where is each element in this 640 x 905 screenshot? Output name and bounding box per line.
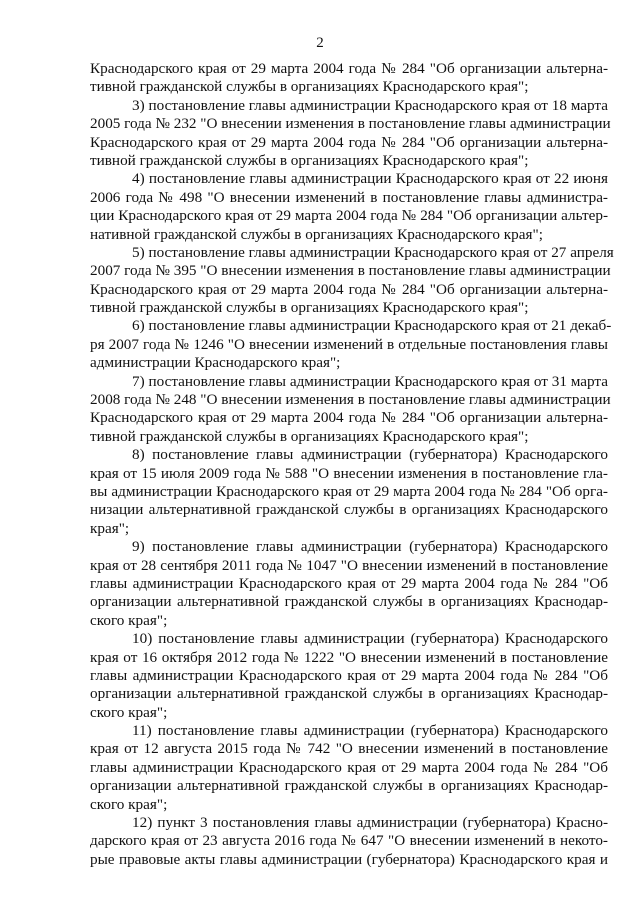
paragraph — [90, 538, 608, 630]
text-line: 8) постановление главы администрации (губернатора) Краснодарского — [132, 446, 608, 464]
text-line: тивной гражданской службы в организациях Краснодарского края"; — [90, 427, 529, 445]
text-line: Краснодарского края от 29 марта 2004 года № 284 "Об организации альтерна- — [90, 60, 608, 77]
text-line: ского края"; — [90, 611, 168, 629]
text-line: 2006 года № 498 "О внесении изменений в постановление главы администра- — [90, 188, 608, 206]
text-line: главы администрации Краснодарского края от 29 марта 2004 года № 284 "Об — [90, 758, 608, 776]
paragraph — [90, 60, 608, 97]
paragraph — [90, 170, 608, 244]
paragraph — [90, 372, 611, 447]
text-line: вы администрации Краснодарского края от 29 марта 2004 года № 284 "Об орга- — [90, 482, 608, 500]
text-line: 2008 года № 248 "О внесении изменения в постановление главы администрации — [90, 391, 611, 409]
text-line: организации альтернативной гражданской службы в организациях Краснодар- — [90, 777, 608, 795]
text-line: края от 12 августа 2015 года № 742 "О внесении изменений в постановление — [90, 740, 608, 758]
text-line: главы администрации Краснодарского края от 29 марта 2004 года № 284 "Об — [90, 574, 608, 592]
text-line: Краснодарского края от 29 марта 2004 года № 284 "Об организации альтерна- — [90, 133, 608, 151]
text-line: 7) постановление главы администрации Краснодарского края от 31 марта — [132, 372, 608, 390]
paragraph — [90, 814, 608, 869]
text-line: 10) постановление главы администрации (губернатора) Краснодарского — [132, 630, 608, 648]
text-line: 11) постановление главы администрации (губернатора) Краснодарского — [132, 722, 608, 740]
text-line: 2005 года № 232 "О внесении изменения в постановление главы администрации — [90, 115, 611, 133]
text-line: 12) пункт 3 постановления главы администрации (губернатора) Красно- — [132, 814, 608, 832]
text-line: 2007 года № 395 "О внесении изменения в постановление главы администрации — [90, 262, 611, 280]
page-number: 2 — [316, 35, 324, 51]
text-line: тивной гражданской службы в организациях Краснодарского края"; — [90, 78, 529, 96]
text-line: ского края"; — [90, 795, 168, 813]
text-line: 6) постановление главы администрации Краснодарского края от 21 декаб- — [132, 317, 612, 335]
text-line: 4) постановление главы администрации Краснодарского края от 22 июня — [132, 170, 608, 188]
text-line: края от 28 сентября 2011 года № 1047 "О внесении изменений в постановление — [90, 556, 608, 574]
text-line: Краснодарского края от 29 марта 2004 года № 284 "Об организации альтерна- — [90, 409, 608, 427]
paragraph — [90, 722, 608, 814]
text-line: организации альтернативной гражданской службы в организациях Краснодар- — [90, 593, 608, 611]
text-line: главы администрации Краснодарского края от 29 марта 2004 года № 284 "Об — [90, 666, 608, 684]
text-line: 5) постановление главы администрации Краснодарского края от 27 апреля — [132, 243, 614, 261]
text-line: Краснодарского края от 29 марта 2004 года № 284 "Об организации альтерна- — [90, 280, 608, 298]
text-line: ря 2007 года № 1246 "О внесении изменений в отдельные постановления главы — [90, 335, 608, 353]
paragraph — [90, 243, 614, 318]
text-line: низации альтернативной гражданской службы в организациях Краснодарского — [90, 501, 608, 519]
text-line: ского края"; — [90, 703, 168, 721]
document-body — [90, 60, 614, 869]
paragraph — [90, 96, 611, 171]
paragraph — [90, 446, 608, 538]
text-line: края от 15 июля 2009 года № 588 "О внесении изменения в постановление гла- — [90, 464, 608, 482]
text-line: ции Краснодарского края от 29 марта 2004 года № 284 "Об организации альтер- — [90, 207, 608, 225]
text-line: 9) постановление главы администрации (губернатора) Краснодарского — [132, 538, 608, 556]
text-line: рые правовые акты главы администрации (губернатора) Краснодарского края и — [90, 850, 608, 868]
text-line: тивной гражданской службы в организациях Краснодарского края"; — [90, 151, 529, 169]
text-line: нативной гражданской службы в организациях Краснодарского края"; — [90, 225, 543, 243]
text-line: края от 16 октября 2012 года № 1222 "О внесении изменений в постановление — [90, 648, 608, 666]
text-line: администрации Краснодарского края"; — [90, 354, 341, 372]
paragraph — [90, 317, 612, 372]
paragraph — [90, 630, 608, 722]
text-line: 3) постановление главы администрации Краснодарского края от 18 марта — [132, 96, 608, 114]
text-line: края"; — [90, 519, 130, 537]
text-line: организации альтернативной гражданской службы в организациях Краснодар- — [90, 685, 608, 703]
text-line: дарского края от 23 августа 2016 года № 647 "О внесении изменений в некото- — [90, 832, 608, 850]
text-line: тивной гражданской службы в организациях Краснодарского края"; — [90, 299, 529, 317]
